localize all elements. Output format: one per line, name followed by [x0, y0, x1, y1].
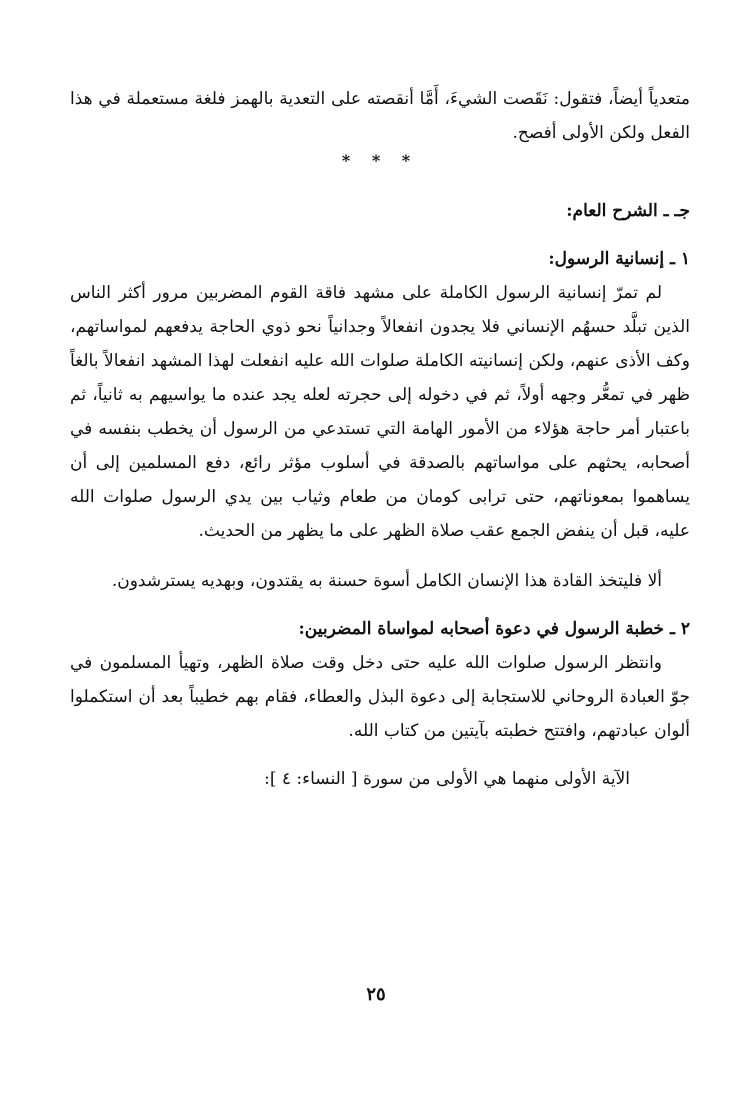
paragraph-sermon: وانتظر الرسول صلوات الله عليه حتى دخل وقت صلاة الظهر، وتهيأ المسلمون في جوّ العبادة الروحاني للاستجابة إلى دعوة البذل والعطاء، فقام بهم خطيباً بعد أن استكملوا ألوان عبادتهم، وافتتح خطبته بآيتين من كتاب الله. [70, 653, 690, 741]
page-body [70, 82, 690, 796]
page-number: ٢٥ [366, 984, 386, 1005]
subheading-sermon: ٢ ـ خطبة الرسول في دعوة أصحابه لمواساة المضربين: [298, 619, 690, 639]
intro-paragraph: متعدياً أيضاً، فتقول: نَقَصت الشيءَ، أَمَّا أنقصته على التعدية بالهمز فلغة مستعملة في هذا الفعل ولكن الأولى أفصح. [70, 89, 690, 143]
ayah-intro: الآية الأولى منهما هي الأولى من سورة [ النساء: ٤ ]: [264, 769, 630, 789]
section-heading: جـ ـ الشرح العام: [566, 201, 690, 221]
separator-stars: * * * [341, 151, 419, 170]
subheading-humanity: ١ ـ إنسانية الرسول: [548, 249, 690, 269]
paragraph-humanity: لم تمرّ إنسانية الرسول الكاملة على مشهد فاقة القوم المضربين مرور أكثر الناس الذين تبلَّد حسهُم الإنساني فلا يجدون انفعالاً وجدانياً نحو ذوي الحاجة يدفعهم لمواساتهم، وكف الأذى عنهم، ولكن إنسانيته الكاملة صلوات الله عليه انفعلت لهذا المشهد انفعالاً بالغاً ظهر في تمعُّر وجهه أولاً، ثم في دخوله إلى حجرته لعله يجد عنده ما يواسيهم به ثانياً، ثم باعتبار أمر حاجة هؤلاء من الأمور الهامة التي تستدعي من الرسول أن يخطب بنفسه في أصحابه، يحثهم على مواساتهم بالصدقة في أسلوب مؤثر رائع، دفع المسلمين إلى أن يساهموا بمعوناتهم، حتى ترابى كومان من طعام وثياب بين يدي الرسول صلوات الله عليه، قبل أن ينفض الجمع عقب صلاة الظهر على ما يظهر من الحديث. [70, 283, 690, 541]
paragraph-leaders: ألا فليتخذ القادة هذا الإنسان الكامل أسوة حسنة به يقتدون، وبهديه يسترشدون. [111, 571, 662, 591]
